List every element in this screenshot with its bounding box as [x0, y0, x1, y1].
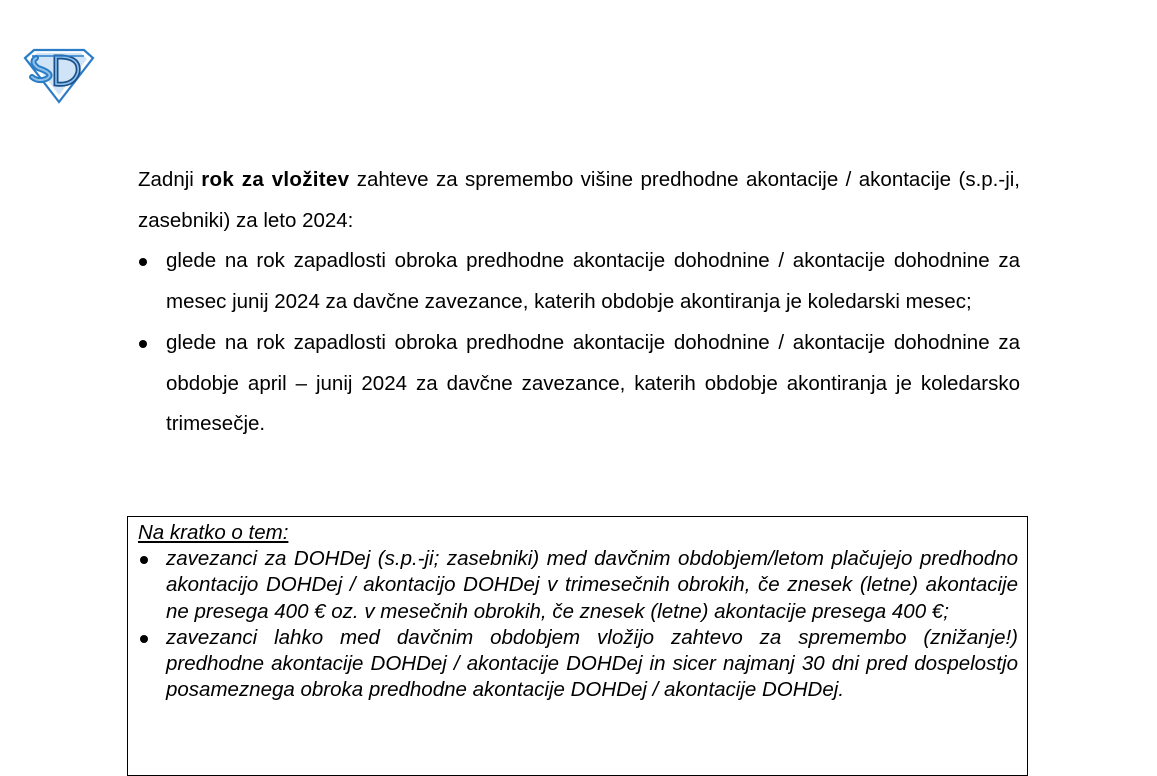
company-logo [22, 48, 96, 104]
intro-bold-deadline: rok za vložitev [201, 168, 350, 191]
bullet-icon [140, 635, 148, 643]
list-item [138, 546, 1018, 625]
list-item [138, 241, 1020, 322]
summary-box-title: Na kratko o tem: [138, 521, 289, 544]
summary-box [127, 516, 1028, 776]
list-item-text: glede na rok zapadlosti obroka predhodne akontacije dohodnine / akontacije dohodnine za obdobje april – junij 2024 za davčne zavezance, katerih obdobje akontiranja je koledarsko trimesečje. [166, 330, 1020, 436]
intro-text-end: zahteve za spremembo višine predhodne akontacije / akontacije (s.p.-ji, zasebniki) za leto 2024: [138, 168, 1020, 232]
list-item [138, 625, 1018, 704]
deadline-list [138, 241, 1020, 445]
bullet-icon [139, 340, 147, 348]
logo-shield-icon [22, 48, 96, 104]
list-item-text: zavezanci za DOHDej (s.p.-ji; zasebniki) med davčnim obdobjem/letom plačujejo predhodno akontacijo DOHDej / akontacijo DOHDej v trimesečnih obrokih, če znesek (letne) akontacije ne presega 400 € oz. v mesečnih obrokih, če znesek (letne) akontacije presega 400 €; [166, 547, 1018, 623]
intro-text-start: Zadnji [138, 168, 202, 191]
list-item [138, 323, 1020, 445]
bullet-icon [140, 556, 148, 564]
list-item-text: glede na rok zapadlosti obroka predhodne akontacije dohodnine / akontacije dohodnine za mesec junij 2024 za davčne zavezance, katerih obdobje akontiranja je koledarski mesec; [166, 249, 1020, 314]
bullet-icon [139, 258, 147, 266]
summary-list [138, 546, 1018, 703]
intro-paragraph [138, 160, 1020, 241]
list-item-text: zavezanci lahko med davčnim obdobjem vložijo zahtevo za spremembo (znižanje!) predhodne akontacije DOHDej / akontacije DOHDej in sicer najmanj 30 dni pred dospelostjo posameznega obroka predhodne akontacije DOHDej / akontacije DOHDej. [166, 625, 1018, 702]
main-content [138, 160, 1020, 445]
